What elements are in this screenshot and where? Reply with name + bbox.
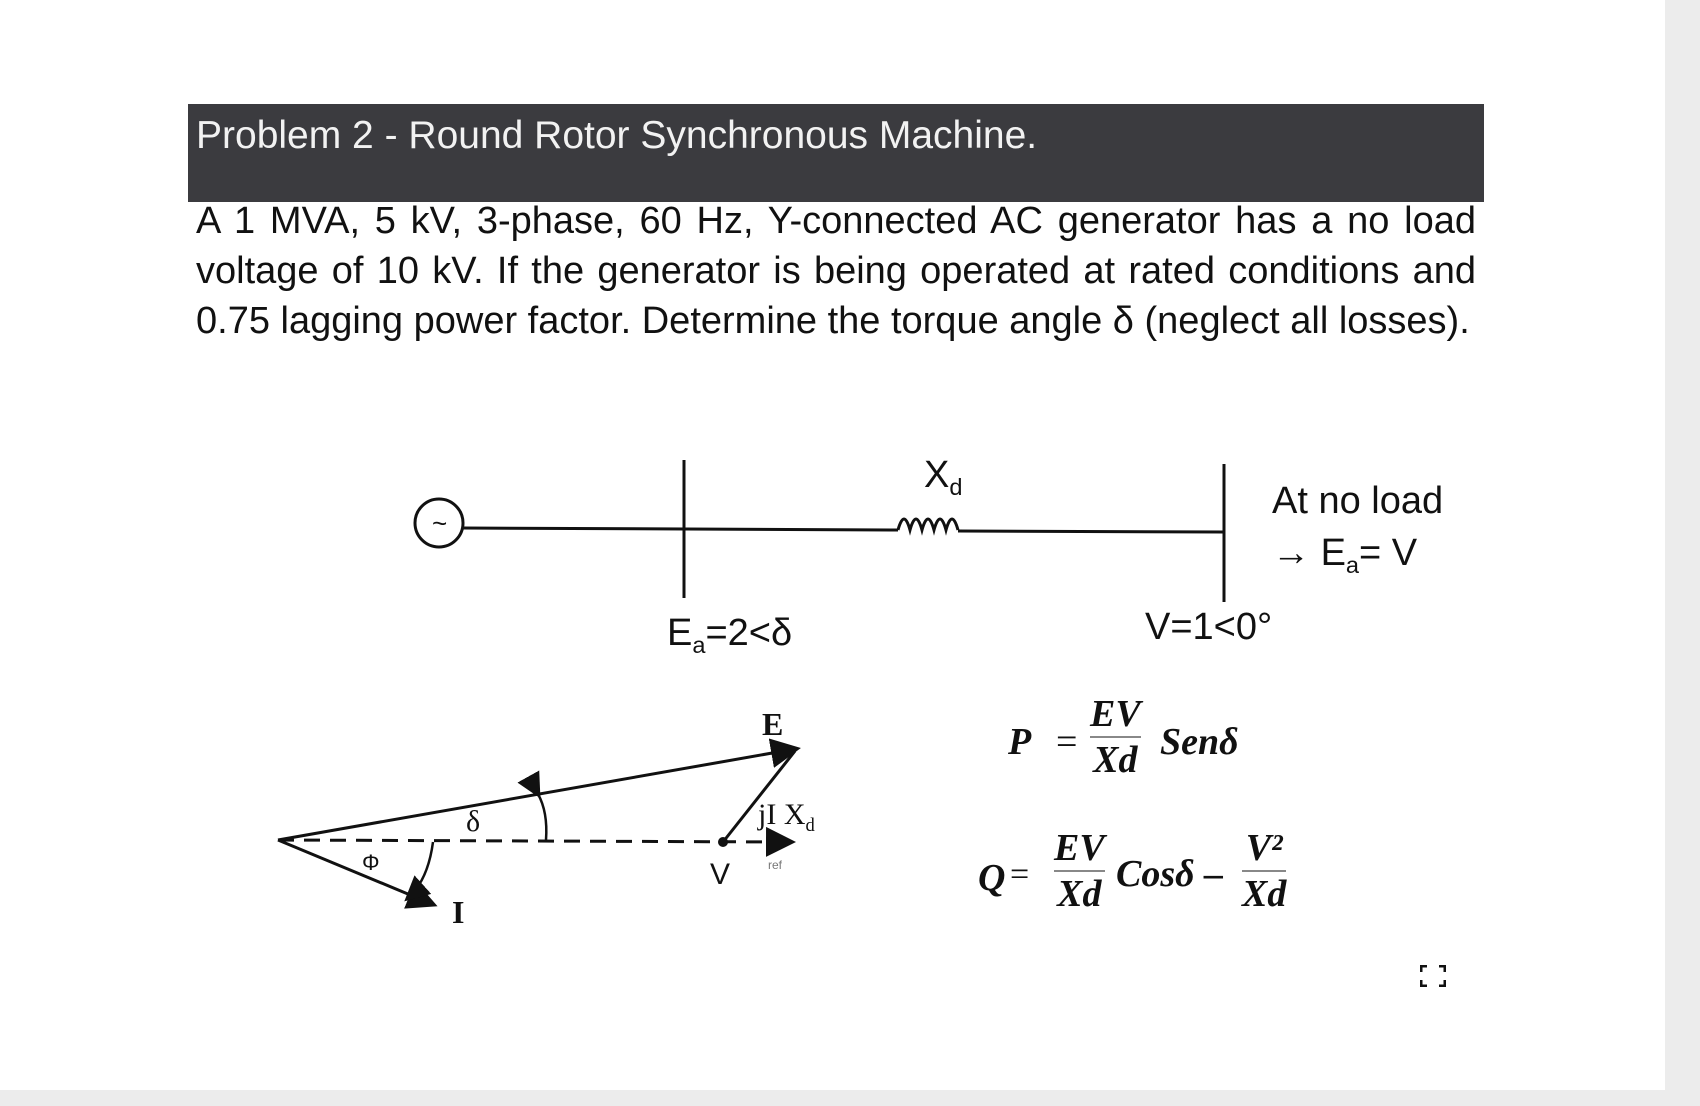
phi-angle-label: Φ: [362, 850, 380, 875]
v-bus-label: V=1<0°: [1145, 606, 1273, 648]
single-line-diagram: [415, 460, 1224, 602]
p-fraction: [1090, 694, 1141, 780]
q-fraction-2: [1242, 828, 1286, 914]
phasor-v-label: V: [710, 858, 731, 891]
p-equals: =: [1056, 721, 1078, 763]
no-load-note-line2: → $E_a= V$: [1272, 532, 1418, 579]
delta-angle-label: δ: [466, 805, 481, 838]
q-numerator-2: V²: [1245, 827, 1283, 869]
p-symbol: P: [1008, 721, 1032, 763]
phasor-e-label: E: [762, 706, 784, 742]
phasor-v-tip: [718, 837, 728, 847]
phasor-i-label: I: [452, 894, 465, 930]
p-denominator: Xd: [1093, 739, 1138, 781]
jixd-label: jI $X_d$: [758, 798, 815, 836]
reactance-inductor-icon: [898, 519, 958, 530]
phasor-i: [278, 840, 432, 904]
q-cosine-term: Cosδ –: [1116, 853, 1224, 895]
phi-angle-arc: [408, 842, 433, 898]
problem-title: Problem 2 - Round Rotor Synchronous Machine.: [196, 114, 1038, 157]
q-denominator-1: Xd: [1057, 873, 1102, 915]
no-load-note-line1: At no load: [1272, 480, 1444, 522]
delta-angle-arc: [538, 794, 546, 840]
q-symbol: Q: [978, 857, 1006, 899]
line-segment-left: [463, 528, 898, 530]
phasor-e: [278, 749, 795, 840]
line-segment-right: [958, 531, 1224, 532]
q-denominator-2: Xd: [1242, 873, 1287, 915]
reactance-label: $X_d$: [924, 454, 963, 501]
ref-label: ref: [768, 858, 783, 872]
problem-statement: A 1 MVA, 5 kV, 3-phase, 60 Hz, Y-connected AC generator has a no load voltage of 10 kV. If the generator is being operated at rated conditions and 0.75 lagging power factor. Determine the torque angle δ (neglect all losses).: [196, 200, 1476, 342]
q-numerator-1: EV: [1054, 827, 1105, 869]
q-equals: =: [1010, 856, 1030, 893]
generator-source-symbol: ~: [432, 508, 448, 538]
p-numerator: EV: [1090, 693, 1141, 735]
expand-corners-icon[interactable]: [1420, 965, 1446, 987]
reference-dashed-axis: [278, 840, 790, 842]
p-sine-term: Senδ: [1160, 721, 1239, 763]
q-fraction-1: [1054, 828, 1105, 914]
ea-label: $E_a=2<\delta$: [667, 612, 793, 659]
